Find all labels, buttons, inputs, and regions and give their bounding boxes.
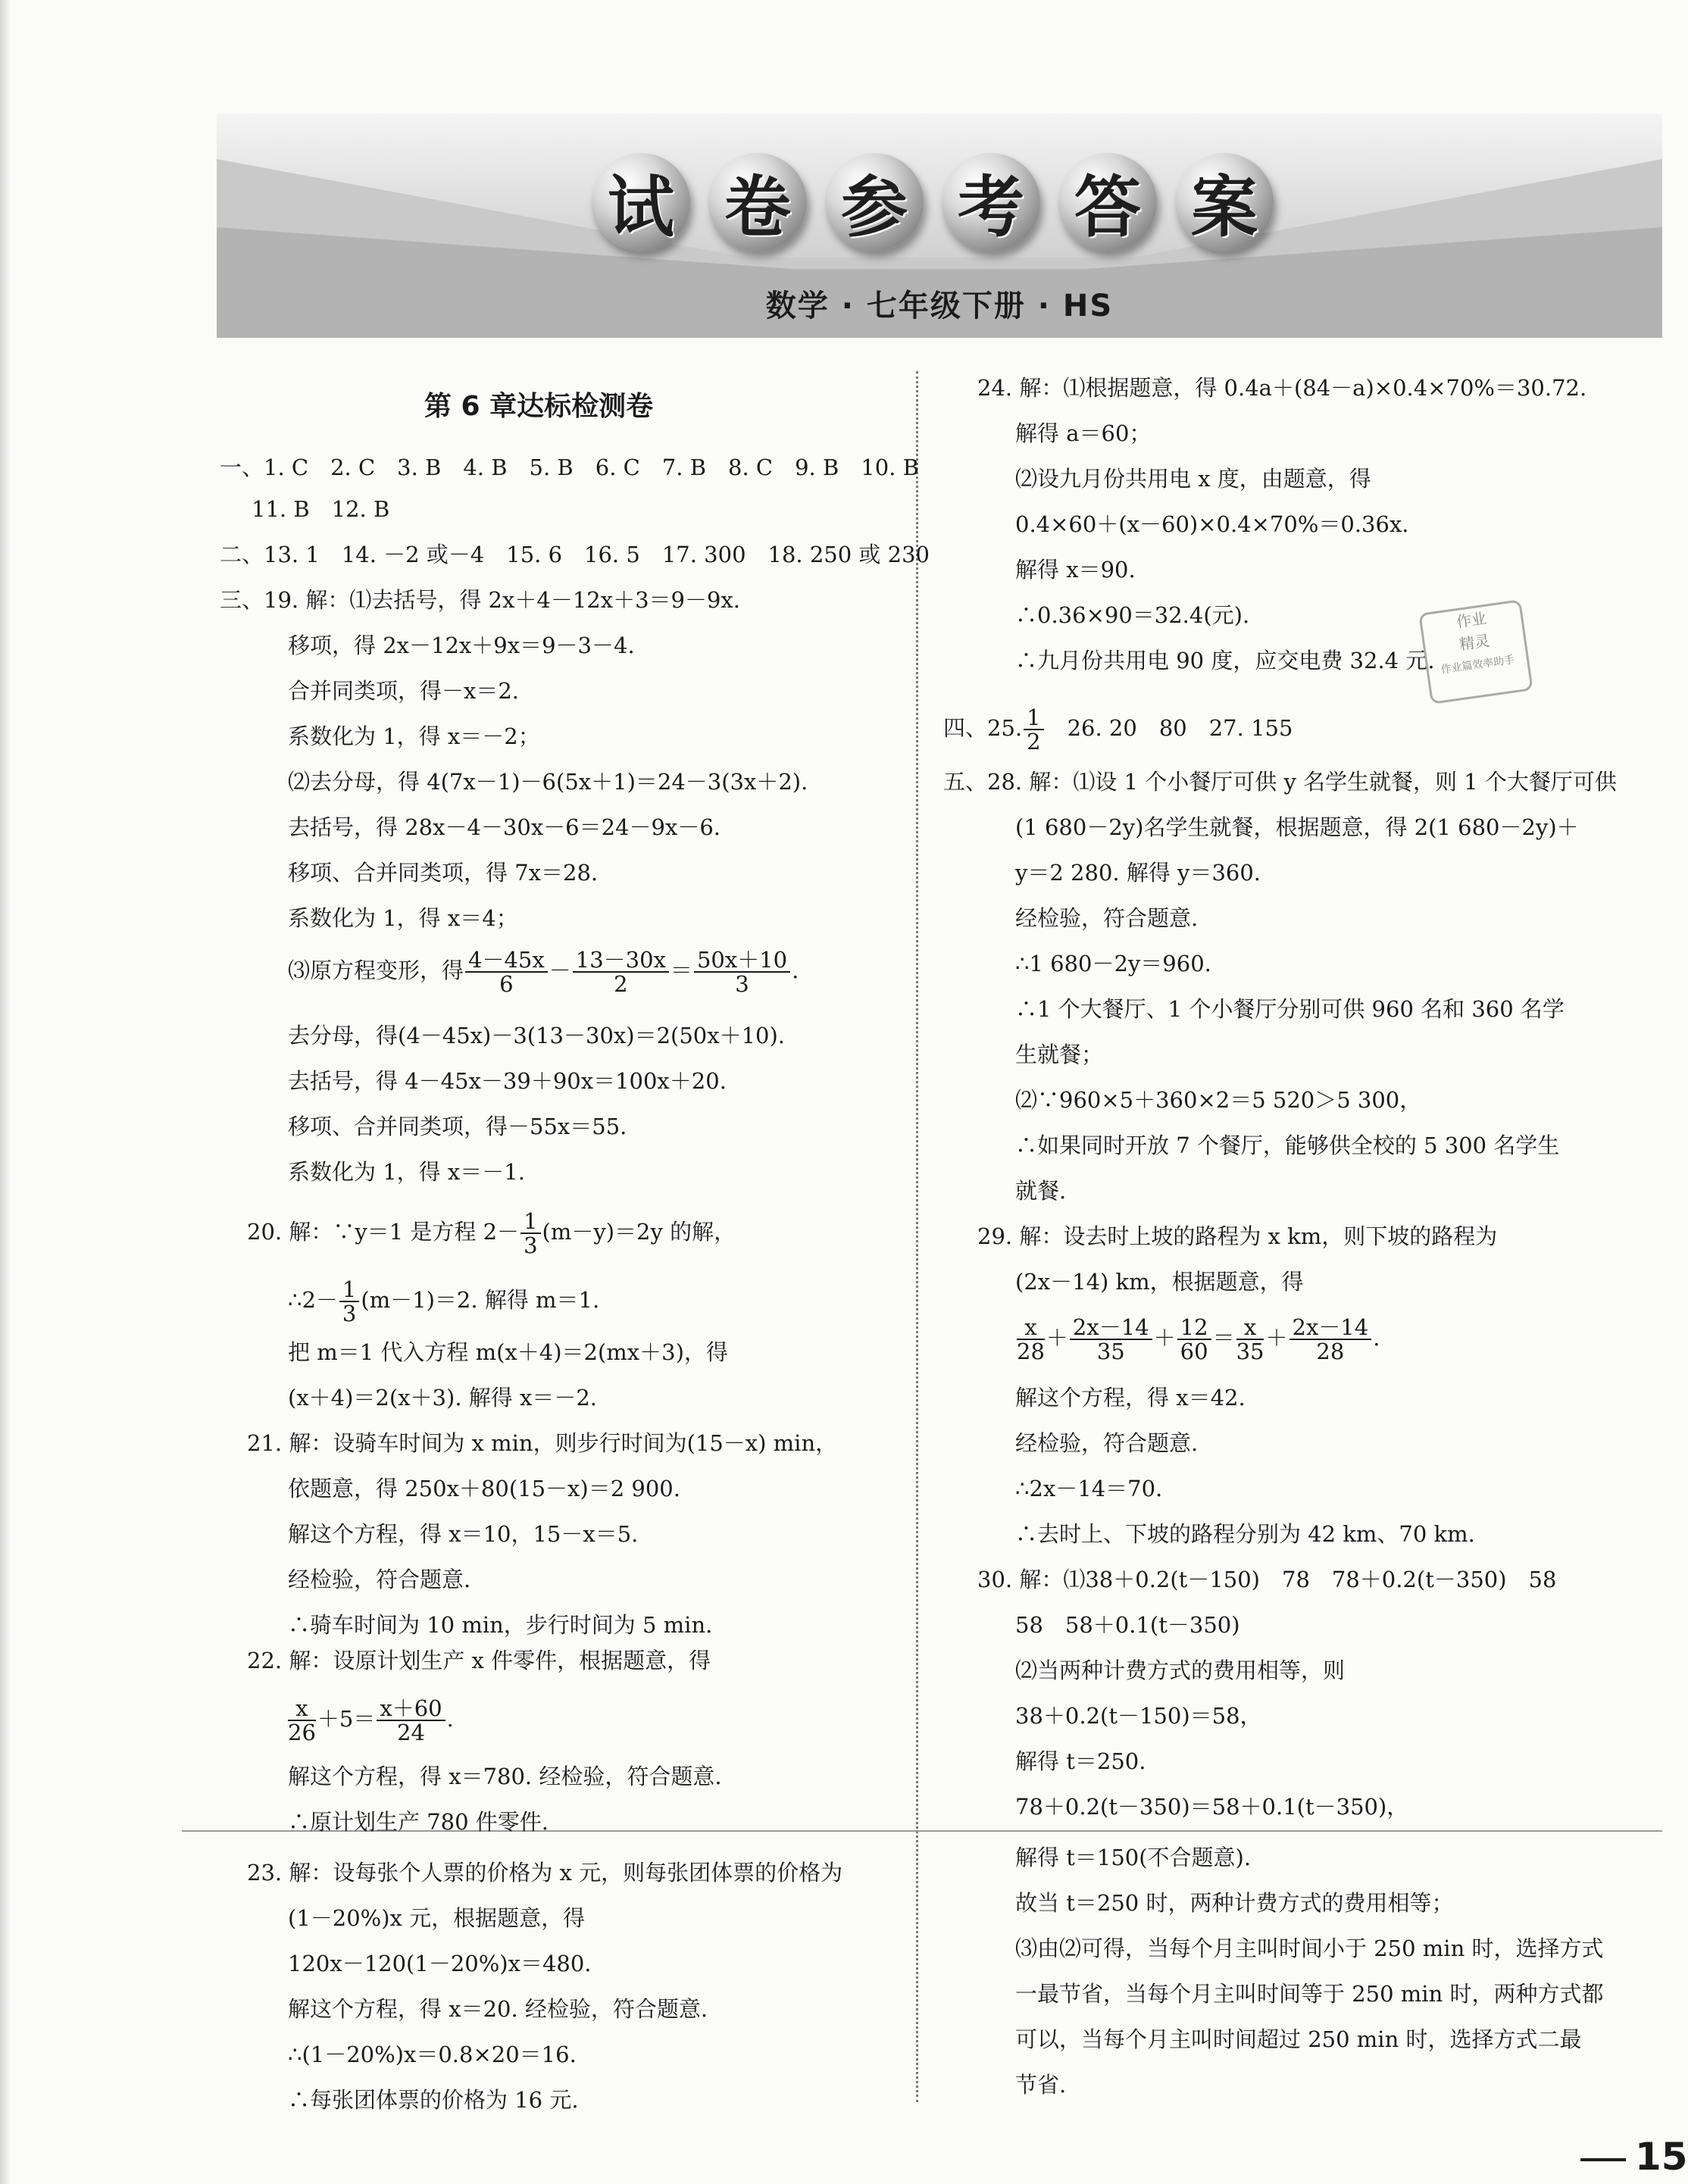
- answer-line: 0.4×60＋(x－60)×0.4×70%＝0.36x.: [1015, 511, 1409, 537]
- answer-line: 可以，当每个月主叫时间超过 250 min 时，选择方式二最: [1015, 2026, 1582, 2052]
- stamp-line: 作业: [1455, 608, 1488, 632]
- text: (m－1)＝2. 解得 m＝1.: [361, 1287, 600, 1313]
- denominator: 3: [735, 971, 749, 997]
- text: ＋5＝: [317, 1706, 376, 1732]
- answer-line: 78＋0.2(t－350)＝58＋0.1(t－350)，: [1015, 1794, 1409, 1820]
- answer-line: 解这个方程，得 x＝42.: [1015, 1385, 1246, 1411]
- answer-line: ⑵去分母，得 4(7x－1)－6(5x＋1)＝24－3(3x＋2).: [288, 769, 808, 795]
- denominator: 28: [1316, 1339, 1345, 1364]
- stamp-line: 精灵: [1458, 631, 1491, 654]
- page-number-text: 15: [1635, 2135, 1688, 2179]
- text: 四、25.: [943, 715, 1023, 741]
- answer-line: 一、1. C 2. C 3. B 4. B 5. B 6. C 7. B 8. C 9. B 10. B: [220, 455, 919, 480]
- fraction: [1017, 1316, 1045, 1363]
- text: 20. 解：∵y＝1 是方程 2－: [247, 1219, 520, 1245]
- denominator: 35: [1096, 1339, 1125, 1364]
- answer-line: 移项、合并同类项，得－55x＝55.: [288, 1114, 627, 1139]
- numerator: 1: [339, 1278, 359, 1302]
- answer-line: ∴0.36×90＝32.4(元).: [1015, 602, 1250, 628]
- answer-line: [288, 1278, 599, 1325]
- answer-line: ⑵∵960×5＋360×2＝5 520＞5 300，: [1015, 1087, 1422, 1113]
- answer-line: 24. 解：⑴根据题意，得 0.4a＋(84－a)×0.4×70%＝30.72.: [977, 375, 1587, 401]
- banner-subtitle: 数学 · 七年级下册 · HS: [765, 289, 1114, 323]
- answer-line: 移项、合并同类项，得 7x＝28.: [288, 860, 599, 886]
- answer-line: 去分母，得(4－45x)－3(13－30x)＝2(50x＋10).: [288, 1023, 786, 1048]
- numerator: 50x＋10: [694, 948, 790, 973]
- denominator: 35: [1236, 1339, 1264, 1364]
- fraction: [1177, 1316, 1211, 1363]
- answer-line: y＝2 280. 解得 y＝360.: [1015, 860, 1261, 886]
- denominator: 3: [342, 1301, 357, 1326]
- title-char-1: 试: [592, 153, 690, 252]
- answer-line: ∴原计划生产 780 件零件.: [288, 1809, 549, 1835]
- numerator: 2x－14: [1289, 1316, 1372, 1340]
- answer-line: ⑶由⑵可得，当每个月主叫时间小于 250 min 时，选择方式: [1015, 1936, 1604, 1961]
- answer-line: 系数化为 1，得 x＝－2；: [288, 723, 540, 749]
- answer-line: 移项，得 2x－12x＋9x＝9－3－4.: [288, 633, 635, 658]
- title-char-2: 卷: [708, 153, 807, 252]
- answer-line: ∴九月份共用电 90 度，应交电费 32.4 元.: [1015, 648, 1435, 673]
- answer-line: 节省.: [1015, 2072, 1067, 2098]
- answer-line: 去括号，得 28x－4－30x－6＝24－9x－6.: [288, 814, 721, 840]
- numerator: 1: [1024, 706, 1043, 730]
- denominator: 24: [397, 1720, 425, 1745]
- answer-line: 系数化为 1，得 x＝4；: [288, 905, 518, 931]
- denominator: 60: [1180, 1339, 1208, 1364]
- answer-line: 解得 a＝60；: [1015, 420, 1152, 446]
- denominator: 3: [524, 1233, 538, 1258]
- title-banner: [217, 114, 1662, 338]
- answer-line: ∴如果同时开放 7 个餐厅，能够供全校的 5 300 名学生: [1015, 1133, 1560, 1158]
- answer-line: 解得 x＝90.: [1015, 557, 1136, 583]
- column-divider: [916, 371, 918, 2102]
- numerator: 4－45x: [465, 948, 548, 973]
- answer-line: 23. 解：设每张个人票的价格为 x 元，则每张团体票的价格为: [247, 1860, 843, 1886]
- answer-line: 生就餐；: [1015, 1042, 1104, 1067]
- denominator: 28: [1017, 1339, 1045, 1364]
- section-heading: 第 6 章达标检测卷: [424, 391, 654, 422]
- answer-line: ⑶原方程变形，得 $\frac{4-45x}{6}$ － $\frac{13-30x}{2}$ ＝ $\frac{50x+10}{3}$ .: [288, 947, 799, 997]
- answer-line: 三、19. 解：⑴去括号，得 2x＋4－12x＋3＝9－9x.: [220, 587, 740, 613]
- denominator: 2: [1027, 729, 1041, 755]
- answer-line: ∴(1－20%)x＝0.8×20＝16.: [288, 2042, 577, 2067]
- page-number: [1580, 2135, 1688, 2179]
- numerator: x: [1017, 1316, 1045, 1340]
- answer-line: ⑵当两种计费方式的费用相等，则: [1015, 1658, 1346, 1683]
- answer-line: 依题意，得 250x＋80(15－x)＝2 900.: [288, 1476, 680, 1501]
- answer-line: $\frac{x}{28}$ ＋ $\frac{2x-14}{35}$ ＋ $\frac{12}{60}$ ＝ $\frac{x}{35}$ ＋ $\frac{2x-14}{28}$ .: [1017, 1314, 1380, 1364]
- fraction: [573, 948, 669, 995]
- fraction: [694, 948, 790, 995]
- denominator: 26: [288, 1720, 316, 1745]
- answer-line: 五、28. 解：⑴设 1 个小餐厅可供 y 名学生就餐，则 1 个大餐厅可供: [943, 769, 1617, 795]
- answer-line: [943, 706, 1293, 753]
- title-char-5: 答: [1058, 153, 1157, 252]
- fraction: [288, 1697, 316, 1744]
- answer-line: ∴2x－14＝70.: [1015, 1476, 1163, 1501]
- text: (m－y)＝2y 的解，: [542, 1219, 736, 1245]
- answer-line: 就餐.: [1015, 1178, 1067, 1204]
- answer-line: ∴骑车时间为 10 min，步行时间为 5 min.: [288, 1612, 713, 1638]
- fraction: [1236, 1316, 1264, 1363]
- fraction: [1024, 706, 1043, 753]
- answer-line: 解这个方程，得 x＝20. 经检验，符合题意.: [288, 1996, 708, 2022]
- fraction: [377, 1697, 445, 1744]
- title-char-4: 考: [942, 153, 1040, 252]
- answer-line: 22. 解：设原计划生产 x 件零件，根据题意，得: [247, 1648, 711, 1673]
- answer-line: 经检验，符合题意.: [1015, 1430, 1199, 1456]
- answer-line: (2x－14) km，根据题意，得: [1015, 1269, 1304, 1295]
- numerator: 13－30x: [573, 948, 669, 973]
- answer-line: (x＋4)＝2(x＋3). 解得 x＝－2.: [288, 1385, 597, 1411]
- answer-line: 29. 解：设去时上坡的路程为 x km，则下坡的路程为: [977, 1223, 1498, 1249]
- answer-line: ∴去时上、下坡的路程分别为 42 km、70 km.: [1015, 1521, 1475, 1547]
- answer-line: ∴1 680－2y＝960.: [1015, 951, 1211, 976]
- page-edge-shadow: [0, 0, 11, 2184]
- text: ∴2－: [288, 1287, 338, 1313]
- fraction: [465, 948, 548, 995]
- answer-line: (1 680－2y)名学生就餐，根据题意，得 2(1 680－2y)＋: [1015, 814, 1579, 840]
- answer-line: 58 58＋0.1(t－350): [1015, 1612, 1240, 1638]
- fraction: [1070, 1316, 1152, 1363]
- answer-line: 二、13. 1 14. －2 或－4 15. 6 16. 5 17. 300 18. 250 或 230: [220, 542, 930, 567]
- answer-line: 系数化为 1，得 x＝－1.: [288, 1159, 525, 1185]
- answer-line: 21. 解：设骑车时间为 x min，则步行时间为(15－x) min，: [247, 1430, 838, 1456]
- answer-line: 合并同类项，得－x＝2.: [288, 678, 520, 704]
- title-balls: [592, 153, 1274, 252]
- answer-line: 故当 t＝250 时，两种计费方式的费用相等；: [1015, 1890, 1454, 1916]
- page-number-dash: [1580, 2158, 1626, 2161]
- stamp-line: 作业篇效率助手: [1439, 654, 1516, 676]
- numerator: x＋60: [377, 1697, 445, 1721]
- answer-line: 38＋0.2(t－150)＝58，: [1015, 1703, 1262, 1729]
- title-char-6: 案: [1175, 153, 1274, 252]
- answer-line: (1－20%)x 元，根据题意，得: [288, 1905, 586, 1931]
- answer-line: 经检验，符合题意.: [1015, 905, 1199, 931]
- answer-line: 去括号，得 4－45x－39＋90x＝100x＋20.: [288, 1068, 727, 1094]
- answer-line: 120x－120(1－20%)x＝480.: [288, 1951, 592, 1976]
- answer-line: ⑵设九月份共用电 x 度，由题意，得: [1015, 466, 1371, 492]
- fraction: [1289, 1316, 1372, 1363]
- answer-line: 一最节省，当每个月主叫时间等于 250 min 时，两种方式都: [1015, 1981, 1604, 2007]
- answer-line: 解得 t＝150(不合题意).: [1015, 1845, 1252, 1870]
- answer-line: 30. 解：⑴38＋0.2(t－150) 78 78＋0.2(t－350) 58: [977, 1567, 1557, 1592]
- answer-line: 解这个方程，得 x＝10，15－x＝5.: [288, 1521, 639, 1547]
- answer-line: [247, 1210, 736, 1257]
- answer-line: 把 m＝1 代入方程 m(x＋4)＝2(mx＋3)，得: [288, 1339, 728, 1365]
- text: ⑶原方程变形，得: [288, 958, 464, 983]
- denominator: 2: [614, 971, 628, 997]
- answer-line: 解这个方程，得 x＝780. 经检验，符合题意.: [288, 1764, 722, 1789]
- denominator: 6: [499, 971, 514, 997]
- title-char-3: 参: [825, 153, 924, 252]
- answer-line: ∴1 个大餐厅、1 个小餐厅分别可供 960 名和 360 名学: [1015, 996, 1565, 1022]
- answer-line: 经检验，符合题意.: [288, 1567, 471, 1592]
- text: 26. 20 80 27. 155: [1067, 715, 1293, 741]
- numerator: x: [288, 1697, 316, 1721]
- numerator: 2x－14: [1070, 1316, 1152, 1340]
- numerator: 12: [1177, 1316, 1211, 1340]
- answer-line: $\frac{x}{26}$ ＋5＝ $\frac{x+60}{24}$ .: [288, 1695, 454, 1745]
- fraction: [520, 1210, 540, 1257]
- answer-line: 解得 t＝250.: [1015, 1748, 1146, 1774]
- numerator: 1: [520, 1210, 540, 1234]
- answer-line: ∴每张团体票的价格为 16 元.: [288, 2087, 579, 2113]
- answer-line: 11. B 12. B: [252, 496, 390, 522]
- numerator: x: [1236, 1316, 1264, 1340]
- watermark-stamp: [1418, 599, 1533, 705]
- fraction: [339, 1278, 359, 1325]
